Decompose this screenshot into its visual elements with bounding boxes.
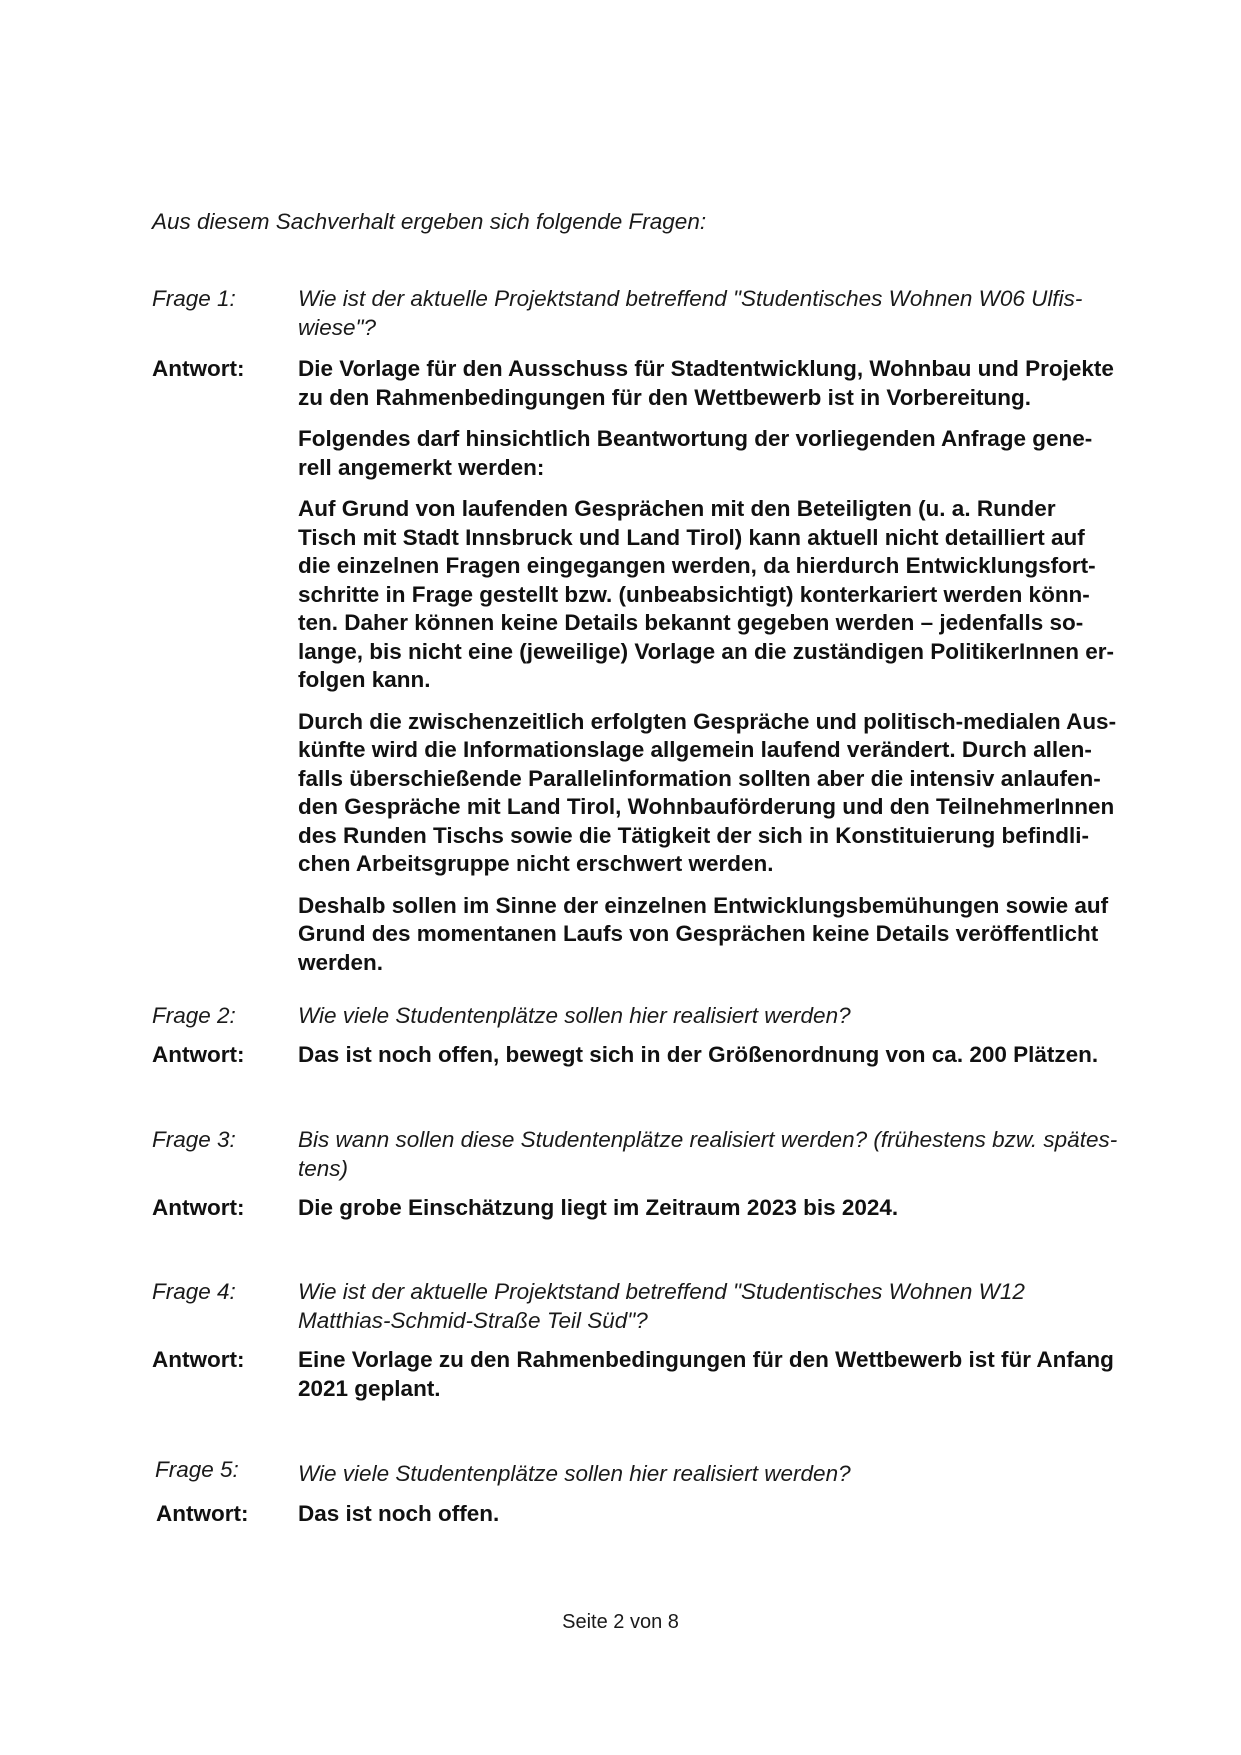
answer-line: Folgendes darf hinsichtlich Beantwortung der vorliegenden Anfrage gene- [298, 426, 1093, 451]
answer-paragraph [298, 1041, 1130, 1070]
answer-line: künfte wird die Informationslage allgemein laufend verändert. Durch allen- [298, 737, 1092, 762]
answer-paragraph [298, 495, 1130, 695]
answer-line: Tisch mit Stadt Innsbruck und Land Tirol) kann aktuell nicht detailliert auf [298, 524, 1085, 550]
answer-label-5: Antwort: [156, 1501, 249, 1526]
answer-line: Durch die zwischenzeitlich erfolgten Gespräche und politisch-medialen Aus- [298, 708, 1117, 734]
question-line: wiese"? [298, 314, 377, 340]
answer-line: schritte in Frage gestellt bzw. (unbeabsichtigt) konterkariert werden könn- [298, 581, 1090, 607]
answer-line: Die grobe Einschätzung liegt im Zeitraum 2023 bis 2024. [298, 1195, 899, 1220]
question-text-1 [298, 285, 1130, 342]
question-line: Bis wann sollen diese Studentenplätze realisiert werden? (frühestens bzw. spätes- [298, 1127, 1118, 1152]
question-text-2 [298, 1002, 1130, 1031]
question-label-4: Frage 4: [152, 1279, 236, 1304]
question-label-3: Frage 3: [152, 1127, 236, 1152]
answer-line: Die Vorlage für den Ausschuss für Stadtentwicklung, Wohnbau und Projekte [298, 356, 1114, 381]
page-number-footer: Seite 2 von 8 [562, 1611, 679, 1633]
question-label-5: Frage 5: [155, 1457, 239, 1482]
answer-line: Das ist noch offen. [298, 1501, 500, 1526]
question-label-2: Frage 2: [152, 1003, 236, 1028]
question-text-5 [298, 1460, 1130, 1489]
question-line: Wie ist der aktuelle Projektstand betreffend "Studentisches Wohnen W06 Ulfis- [298, 286, 1083, 311]
answer-text-1 [298, 355, 1130, 977]
question-line: tens) [298, 1155, 349, 1181]
answer-line: Deshalb sollen im Sinne der einzelnen Entwicklungsbemühungen sowie auf [298, 892, 1109, 918]
question-text-3 [298, 1126, 1130, 1183]
answer-text-3 [298, 1194, 1130, 1223]
answer-label-3: Antwort: [152, 1195, 245, 1220]
answer-line: Eine Vorlage zu den Rahmenbedingungen für den Wettbewerb ist für Anfang [298, 1347, 1114, 1372]
answer-line: des Runden Tischs sowie die Tätigkeit der sich in Konstituierung befindli- [298, 822, 1089, 848]
answer-line: werden. [298, 949, 384, 975]
answer-text-5 [298, 1500, 1130, 1529]
intro-text: Aus diesem Sachverhalt ergeben sich folgende Fragen: [152, 209, 707, 234]
answer-text-2 [298, 1041, 1130, 1070]
answer-label-2: Antwort: [152, 1042, 245, 1067]
answer-paragraph [298, 355, 1130, 412]
question-line: Wie viele Studentenplätze sollen hier realisiert werden? [298, 1461, 851, 1486]
answer-line: folgen kann. [298, 667, 431, 692]
question-line: Wie viele Studentenplätze sollen hier realisiert werden? [298, 1003, 851, 1028]
question-line: Wie ist der aktuelle Projektstand betreffend "Studentisches Wohnen W12 [298, 1279, 1025, 1304]
answer-line: rell angemerkt werden: [298, 454, 545, 480]
answer-line: zu den Rahmenbedingungen für den Wettbewerb ist in Vorbereitung. [298, 384, 1031, 410]
answer-line: falls überschießende Parallelinformation sollten aber die intensiv anlaufen- [298, 765, 1101, 791]
answer-line: 2021 geplant. [298, 1375, 441, 1401]
answer-line: die einzelnen Fragen eingegangen werden, da hierdurch Entwicklungsfort- [298, 553, 1096, 578]
answer-paragraph [298, 1194, 1130, 1223]
answer-paragraph [298, 892, 1130, 978]
answer-line: lange, bis nicht eine (jeweilige) Vorlage an die zuständigen PolitikerInnen er- [298, 638, 1114, 664]
answer-line: Auf Grund von laufenden Gesprächen mit den Beteiligten (u. a. Runder [298, 496, 1056, 521]
answer-line: den Gespräche mit Land Tirol, Wohnbauförderung und den TeilnehmerInnen [298, 794, 1115, 819]
answer-paragraph [298, 425, 1130, 482]
answer-paragraph [298, 708, 1130, 879]
answer-paragraph [298, 1346, 1130, 1403]
answer-text-4 [298, 1346, 1130, 1403]
answer-label-4: Antwort: [152, 1347, 245, 1372]
answer-line: chen Arbeitsgruppe nicht erschwert werden. [298, 851, 774, 876]
answer-label-1: Antwort: [152, 356, 245, 381]
answer-paragraph [298, 1500, 1130, 1529]
answer-line: ten. Daher können keine Details bekannt gegeben werden – jedenfalls so- [298, 610, 1084, 635]
question-text-4 [298, 1278, 1130, 1335]
answer-line: Das ist noch offen, bewegt sich in der Größenordnung von ca. 200 Plätzen. [298, 1042, 1099, 1067]
question-line: Matthias-Schmid-Straße Teil Süd"? [298, 1307, 648, 1333]
answer-line: Grund des momentanen Laufs von Gesprächen keine Details veröffentlicht [298, 921, 1099, 946]
question-label-1: Frage 1: [152, 286, 236, 311]
